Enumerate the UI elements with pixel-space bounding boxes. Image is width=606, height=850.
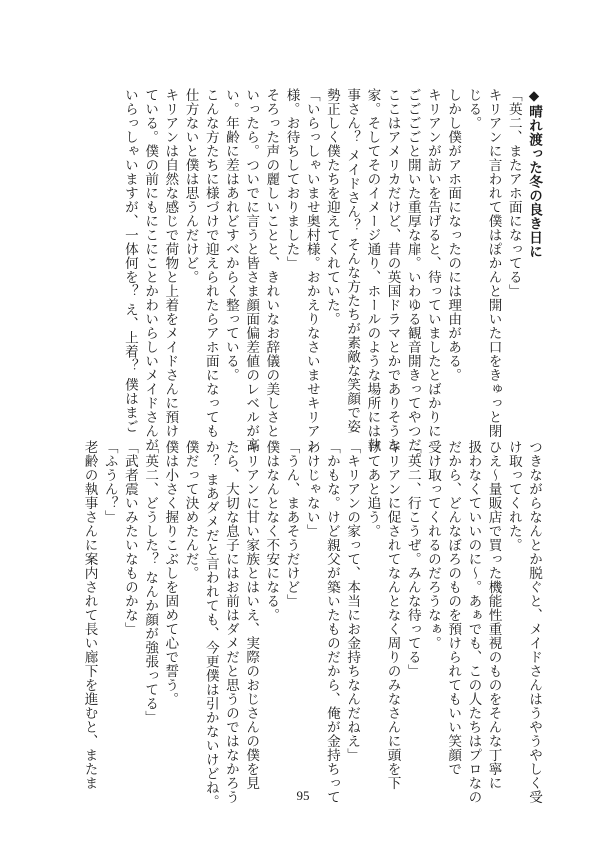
text-line: 僕は小さく握りこぶしを固めて心で誓う。 [162,440,179,706]
text-line: キリアンは自然な感じで荷物と上着をメイドさんに預け [162,88,179,438]
text-line: ごごごごと開いた重厚な扉。いわゆる観音開きってやつだ。 [404,88,421,466]
text-line: キリアンに促されてなんとなく周りのみなさんに頭を下 [384,440,401,790]
upper-text-block [120,88,544,466]
text-line: 僕だって決めたんだ。 [182,440,199,580]
text-line: 「英二、どうした？ なんか顔が強張ってる」 [142,440,159,725]
text-line: わけじゃない」 [303,440,320,538]
text-line: け取ってくれた。 [505,440,522,552]
text-line: 勢正しく僕たちを迎えてくれていた。 [323,88,340,326]
text-line: いったら。ついでに言うと皆さま顔面偏差値のレベルが高 [243,88,260,452]
text-line: 様。お待ちしておりました」 [283,88,300,270]
text-line: い。年齢に差はあれどすべからく整っている。 [222,88,239,382]
text-line: げてあと追う。 [364,440,381,538]
text-line: 「武者震いみたいなものかな」 [121,440,138,636]
text-line: 受け取ってくれるのだろうなぁ。 [424,440,441,650]
text-line: 「うん、まあそうだけど」 [283,440,300,608]
text-line: キリアンに甘い家族とはいえ、実際のおじさんの僕を見 [243,440,260,790]
text-line: キリアンに言われて僕はぽかんと開いた口をきゅっと閉 [485,88,502,438]
text-line: 僕はなんとなく不安になる。 [263,440,280,622]
text-line: ひえ～量販店で買った機能性重視のものをそんな丁寧に [485,440,502,790]
text-line: たら、大切な息子にはお前はダメだと思うのではなかろう [222,440,239,804]
text-line: ている。僕の前にもにこにことかわいらしいメイドさんが [142,88,159,452]
page-number: 95 [296,788,310,803]
text-line: こんな方たちに様づけで迎えられたらアホ面になっても [202,88,219,438]
text-line: 老齢の執事さんに案内されて長い廊下を進むと、またま [81,440,98,790]
text-line: 「ふうん？」 [101,440,118,524]
text-line: 扱わなくていいのに～。あぁでも、この人たちはプロなの [465,440,482,804]
text-line: しかし僕がアホ面になったのには理由がある。 [445,88,462,382]
text-line: 「英二、行こうぜ。みんな待ってる」 [404,440,421,678]
text-line: 仕方ないと僕は思うんだけど。 [182,88,199,284]
text-line: か？ まあダメだと言われても、今更僕は引かないけどね。 [202,440,219,809]
text-line: いらっしゃいますが、一体何を？ え、上着？ 僕はまご [121,88,138,434]
section-heading: ◆晴れ渡った冬の良き日に [526,88,542,259]
text-line: ここはアメリカだけど、昔の英国ドラマとかでありそうな [384,88,401,452]
text-line: 「キリアンの家って、本当にお金持ちなんだねえ」 [344,440,361,762]
text-line: つきながらなんとか脱ぐと、メイドさんはうやうやしく受 [526,440,542,804]
text-line: 家。そしてそのイメージ通り、ホールのような場所には執 [364,88,381,452]
text-line: キリアンが訪いを告げると、待っていましたとばかりに [424,88,441,438]
text-line: 「いらっしゃいませ奥村様。おかえりなさいませキリアン [303,88,320,452]
text-line: じる。 [465,88,482,130]
text-line: 「英二、またアホ面になってる」 [505,88,522,298]
text-line: 事さん？ メイドさん？ そんな方たちが素敵な笑顔で姿 [344,88,361,434]
text-line: そろった声の麗しいことと、きれいなお辞儀の美しさと [263,88,280,438]
text-line: だから、どんなぼろのものを預けられてもいい笑顔で [445,440,462,776]
text-line: 「かもな。けど親父が築いたものだから、俺が金持ちって [323,440,340,804]
